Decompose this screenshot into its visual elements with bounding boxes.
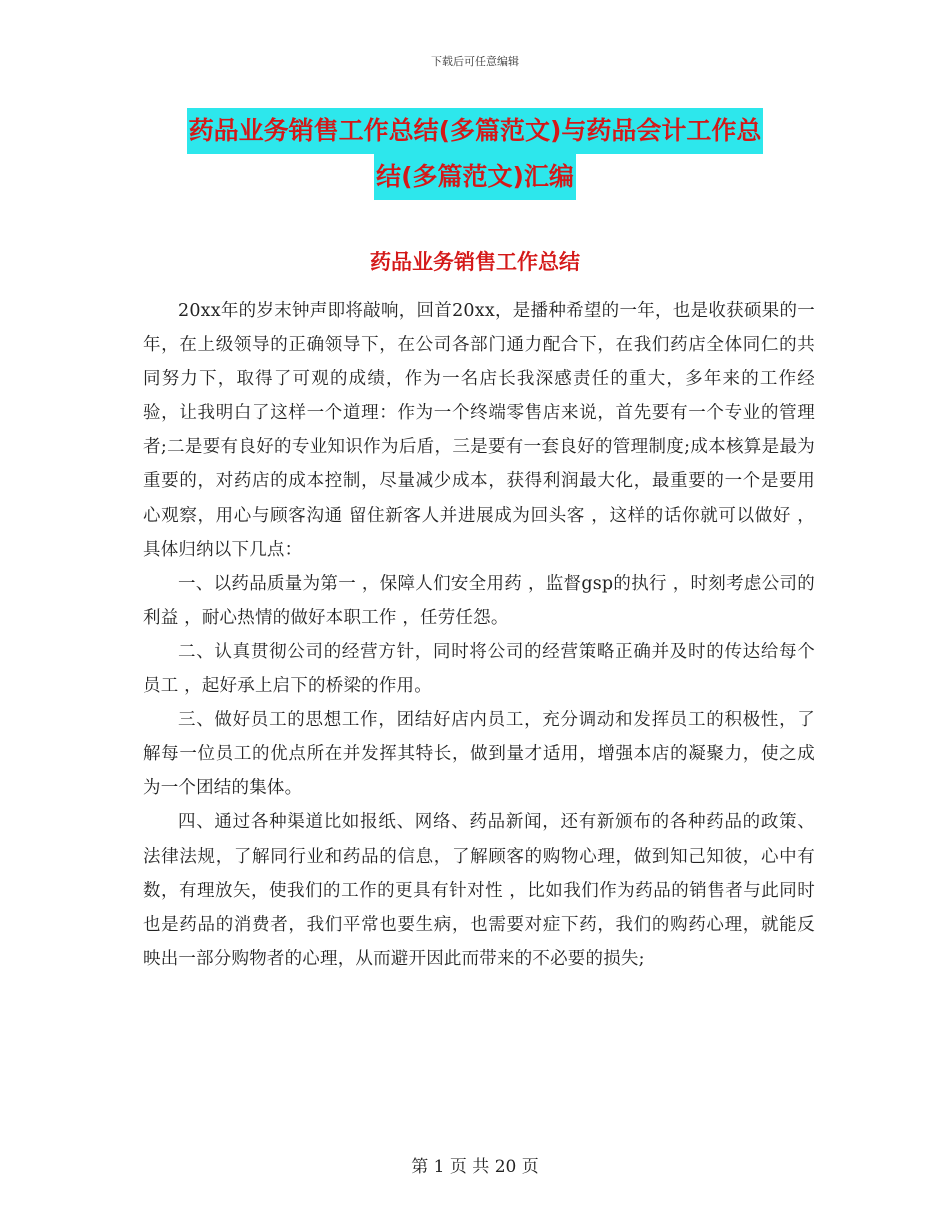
header-note: 下载后可任意编辑 (431, 55, 519, 68)
document-body (143, 294, 815, 976)
document-title (0, 108, 950, 200)
document-title-line-2: 结(多篇范文)汇编 (374, 154, 576, 200)
section-title: 药品业务销售工作总结 (370, 250, 580, 274)
document-title-line-1: 药品业务销售工作总结(多篇范文)与药品会计工作总 (187, 108, 764, 154)
page-footer: 第 1 页 共 20 页 (411, 1157, 539, 1177)
paragraph-point-2: 二、认真贯彻公司的经营方针，同时将公司的经营策略正确并及时的传达给每个员工 ，起好承上启下的桥梁的作用。 (143, 641, 815, 697)
paragraph-point-4: 四、通过各种渠道比如报纸、网络、药品新闻，还有新颁布的各种药品的政策、法律法规，了解同行业和药品的信息，了解顾客的购物心理，做到知己知彼，心中有数，有理放矢，使我们的工作的更具有针对性 ，比如我们作为药品的销售者与此同时也是药品的消费者，我们平常也要生病，也需要对症下药，我们的购药心理，就能反映出一部分购物者的心理，从而避开因此而带来的不必要的损失; (143, 812, 815, 969)
paragraph-point-1: 一、以药品质量为第一 ，保障人们安全用药 ，监督gsp的执行 ，时刻考虑公司的利益 ，耐心热情的做好本职工作 ，任劳任怨。 (143, 573, 815, 628)
paragraph-intro: 20xx年的岁末钟声即将敲响，回首20xx，是播种希望的一年，也是收获硕果的一年，在上级领导的正确领导下，在公司各部门通力配合下，在我们药店全体同仁的共同努力下，取得了可观的成绩，作为一名店长我深感责任的重大，多年来的工作经验，让我明白了这样一个道理：作为一个终端零售店来说，首先要有一个专业的管理者;二是要有良好的专业知识作为后盾，三是要有一套良好的管理制度;成本核算是最为重要的，对药店的成本控制，尽量减少成本，获得利润最大化，最重要的一个是要用心观察，用心与顾客沟通 留住新客人并进展成为回头客 ，这样的话你就可以做好 ，具体归纳以下几点： (143, 301, 815, 560)
paragraph-point-3: 三、做好员工的思想工作，团结好店内员工，充分调动和发挥员工的积极性，了解每一位员工的优点所在并发挥其特长，做到量才适用，增强本店的凝聚力，使之成为一个团结的集体。 (143, 710, 815, 799)
